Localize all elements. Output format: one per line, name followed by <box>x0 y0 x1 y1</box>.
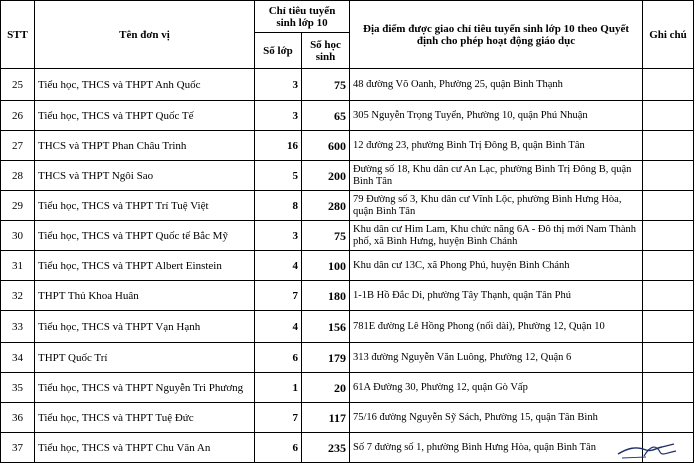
cell-students: 179 <box>302 343 350 373</box>
cell-unit-name: Tiểu học, THCS và THPT Albert Einstein <box>35 251 255 281</box>
cell-students: 20 <box>302 373 350 403</box>
table-row <box>1 403 694 433</box>
cell-address: 1-1B Hồ Đắc Di, phường Tây Thạnh, quận Tân Phú <box>350 281 643 311</box>
cell-stt: 34 <box>1 343 35 373</box>
header-students: Số học sinh <box>302 33 350 69</box>
table-row <box>1 373 694 403</box>
cell-students: 65 <box>302 101 350 131</box>
cell-students: 235 <box>302 433 350 463</box>
cell-address: 48 đường Võ Oanh, Phường 25, quận Bình Thạnh <box>350 69 643 101</box>
cell-students: 280 <box>302 191 350 221</box>
cell-address: 61A Đường 30, Phường 12, quận Gò Vấp <box>350 373 643 403</box>
cell-stt: 32 <box>1 281 35 311</box>
signature-mark <box>616 438 678 460</box>
cell-classes: 6 <box>255 343 302 373</box>
cell-unit-name: Tiểu học, THCS và THPT Tuệ Đức <box>35 403 255 433</box>
cell-note <box>643 69 694 101</box>
cell-note <box>643 101 694 131</box>
cell-unit-name: Tiểu học, THCS và THPT Vạn Hạnh <box>35 311 255 343</box>
cell-note <box>643 343 694 373</box>
header-quota: Chỉ tiêu tuyển sinh lớp 10 <box>255 1 350 33</box>
cell-classes: 3 <box>255 69 302 101</box>
cell-students: 100 <box>302 251 350 281</box>
cell-address: 75/16 đường Nguyễn Sỹ Sách, Phường 15, quận Tân Bình <box>350 403 643 433</box>
cell-note <box>643 191 694 221</box>
cell-students: 75 <box>302 69 350 101</box>
cell-stt: 28 <box>1 161 35 191</box>
cell-classes: 1 <box>255 373 302 403</box>
table-row <box>1 311 694 343</box>
cell-students: 117 <box>302 403 350 433</box>
cell-stt: 36 <box>1 403 35 433</box>
cell-unit-name: Tiểu học, THCS và THPT Chu Văn An <box>35 433 255 463</box>
cell-classes: 6 <box>255 433 302 463</box>
cell-students: 600 <box>302 131 350 161</box>
cell-students: 156 <box>302 311 350 343</box>
header-classes: Số lớp <box>255 33 302 69</box>
cell-stt: 30 <box>1 221 35 251</box>
cell-note <box>643 403 694 433</box>
cell-unit-name: THCS và THPT Phan Châu Trinh <box>35 131 255 161</box>
cell-students: 200 <box>302 161 350 191</box>
cell-note <box>643 281 694 311</box>
table-row <box>1 221 694 251</box>
table-row <box>1 131 694 161</box>
cell-students: 180 <box>302 281 350 311</box>
cell-unit-name: Tiểu học, THCS và THPT Anh Quốc <box>35 69 255 101</box>
cell-note <box>643 373 694 403</box>
cell-note <box>643 311 694 343</box>
table-row <box>1 161 694 191</box>
cell-unit-name: Tiểu học, THCS và THPT Nguyễn Tri Phương <box>35 373 255 403</box>
cell-unit-name: Tiểu học, THCS và THPT Trí Tuệ Việt <box>35 191 255 221</box>
cell-classes: 8 <box>255 191 302 221</box>
cell-stt: 35 <box>1 373 35 403</box>
cell-note <box>643 131 694 161</box>
cell-unit-name: THPT Quốc Trí <box>35 343 255 373</box>
header-unit: Tên đơn vị <box>35 1 255 69</box>
cell-students: 75 <box>302 221 350 251</box>
table-body <box>1 69 694 463</box>
cell-classes: 7 <box>255 403 302 433</box>
table-row <box>1 191 694 221</box>
cell-unit-name: THCS và THPT Ngôi Sao <box>35 161 255 191</box>
cell-address: Số 7 đường số 1, phường Bình Hưng Hòa, quận Bình Tân <box>350 433 643 463</box>
cell-stt: 33 <box>1 311 35 343</box>
cell-classes: 3 <box>255 101 302 131</box>
cell-stt: 31 <box>1 251 35 281</box>
cell-note <box>643 251 694 281</box>
table-row <box>1 433 694 463</box>
cell-classes: 4 <box>255 311 302 343</box>
cell-classes: 7 <box>255 281 302 311</box>
cell-address: Khu dân cư Him Lam, Khu chức năng 6A - Đô thị mới Nam Thành phố, xã Bình Hưng, huyện Bình Chánh <box>350 221 643 251</box>
cell-stt: 25 <box>1 69 35 101</box>
cell-address: 313 đường Nguyễn Văn Luông, Phường 12, Quận 6 <box>350 343 643 373</box>
header-note: Ghi chú <box>643 1 694 69</box>
table-row <box>1 343 694 373</box>
cell-address: 781E đường Lê Hồng Phong (nối dài), Phường 12, Quận 10 <box>350 311 643 343</box>
table-row <box>1 281 694 311</box>
cell-unit-name: Tiểu học, THCS và THPT Quốc Tế <box>35 101 255 131</box>
cell-note <box>643 161 694 191</box>
table-row <box>1 251 694 281</box>
cell-stt: 37 <box>1 433 35 463</box>
cell-classes: 4 <box>255 251 302 281</box>
table-row <box>1 101 694 131</box>
header-address: Địa điểm được giao chỉ tiêu tuyển sinh lớp 10 theo Quyết định cho phép hoạt động giáo dục <box>350 1 643 69</box>
cell-stt: 27 <box>1 131 35 161</box>
cell-classes: 16 <box>255 131 302 161</box>
cell-stt: 26 <box>1 101 35 131</box>
cell-classes: 3 <box>255 221 302 251</box>
header-stt: STT <box>1 1 35 69</box>
table-row <box>1 69 694 101</box>
cell-unit-name: Tiểu học, THCS và THPT Quốc tế Bắc Mỹ <box>35 221 255 251</box>
cell-address: 305 Nguyễn Trọng Tuyển, Phường 10, quận Phú Nhuận <box>350 101 643 131</box>
cell-address: Đường số 18, Khu dân cư An Lạc, phường Bình Trị Đông B, quận Bình Tân <box>350 161 643 191</box>
cell-unit-name: THPT Thủ Khoa Huân <box>35 281 255 311</box>
cell-note <box>643 221 694 251</box>
cell-classes: 5 <box>255 161 302 191</box>
cell-address: 79 Đường số 3, Khu dân cư Vĩnh Lộc, phường Bình Hưng Hòa, quận Bình Tân <box>350 191 643 221</box>
cell-stt: 29 <box>1 191 35 221</box>
cell-address: 12 đường 23, phường Bình Trị Đông B, quận Bình Tân <box>350 131 643 161</box>
cell-address: Khu dân cư 13C, xã Phong Phú, huyện Bình Chánh <box>350 251 643 281</box>
